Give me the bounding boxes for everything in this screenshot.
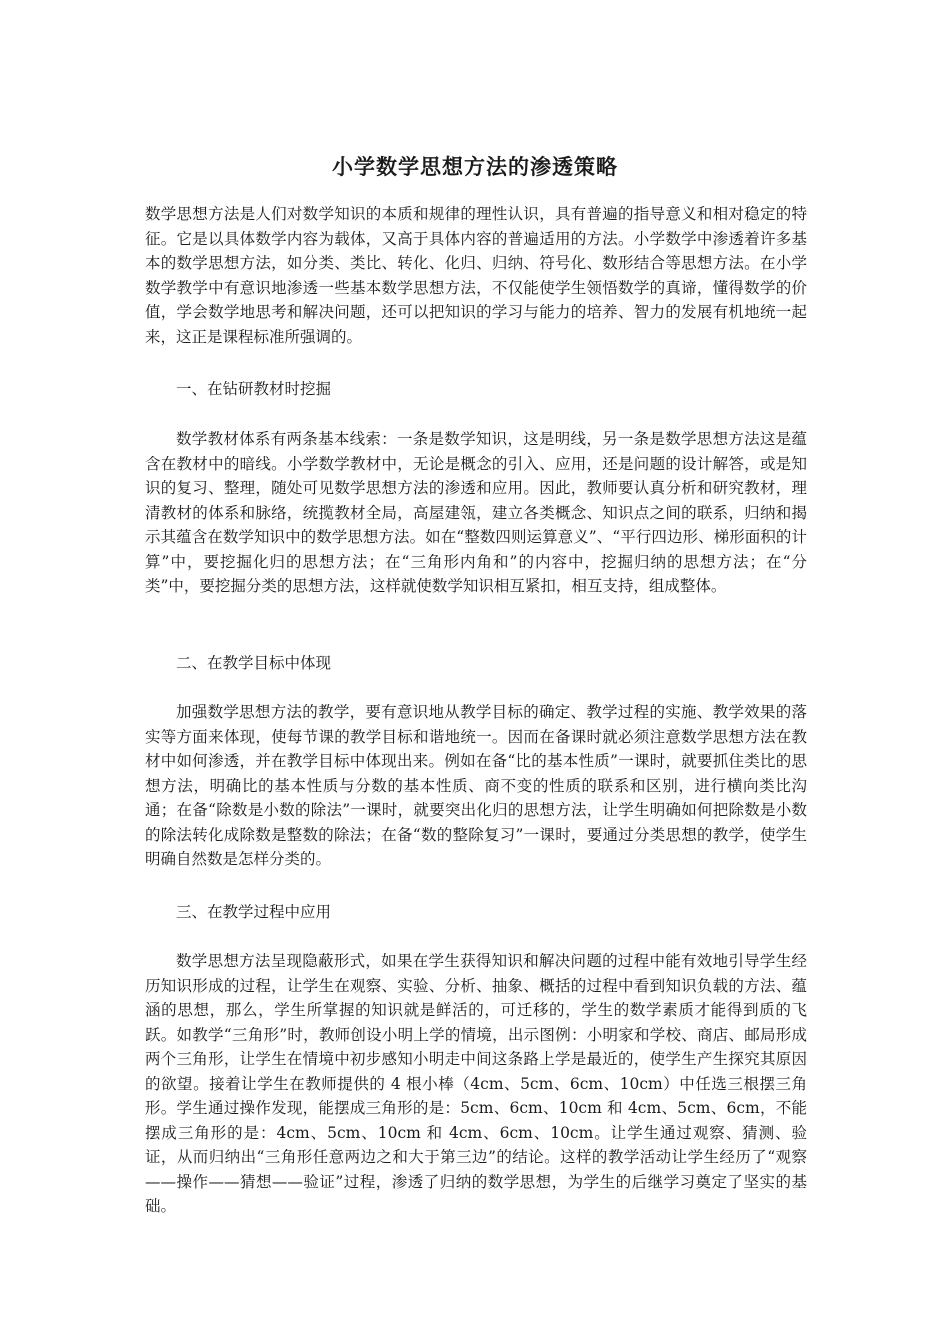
intro-paragraph: 数学思想方法是人们对数学知识的本质和规律的理性认识，具有普遍的指导意义和相对稳定的特征。它是以具体数学内容为载体，又高于具体内容的普遍适用的方法。小学数学中渗透着许多基本的数学思想方法，如分类、类比、转化、化归、归纳、符号化、数形结合等思想方法。在小学数学教学中有意识地渗透一些基本数学思想方法，不仅能使学生领悟数学的真谛，懂得数学的价值，学会数学地思考和解决问题，还可以把知识的学习与能力的培养、智力的发展有机地统一起来，这正是课程标准所强调的。 xyxy=(145,205,807,346)
section-heading-2: 二、在教学目标中体现 xyxy=(176,654,332,672)
document-title: 小学数学思想方法的渗透策略 xyxy=(332,154,618,180)
section-body-2: 加强数学思想方法的教学，要有意识地从教学目标的确定、教学过程的实施、教学效果的落实等方面来体现，使每节课的教学目标和谐地统一。因而在备课时就必须注意数学思想方法在教材中如何渗透，并在教学目标中体现出来。例如在备“比的基本性质”一课时，就要抓住类比的思想方法，明确比的基本性质与分数的基本性质、商不变的性质的联系和区别，进行横向类比沟通；在备“除数是小数的除法”一课时，就要突出化归的思想方法，让学生明确如何把除数是小数的除法转化成除数是整数的除法；在备“数的整除复习”一课时，要通过分类思想的教学，使学生明确自然数是怎样分类的。 xyxy=(145,703,807,868)
section-body-1: 数学教材体系有两条基本线索：一条是数学知识，这是明线，另一条是数学思想方法这是蕴含在教材中的暗线。小学数学教材中，无论是概念的引入、应用，还是问题的设计解答，或是知识的复习、整理，随处可见数学思想方法的渗透和应用。因此，教师要认真分析和研究教材，理清教材的体系和脉络，统揽教材全局，高屋建瓴，建立各类概念、知识点之间的联系，归纳和揭示其蕴含在数学知识中的数学思想方法。如在“整数四则运算意义”、“平行四边形、梯形面积的计算”中，要挖掘化归的思想方法；在“三角形内角和”的内容中，挖掘归纳的思想方法；在“分类”中，要挖掘分类的思想方法，这样就使数学知识相互紧扣，相互支持，组成整体。 xyxy=(145,430,807,595)
section-heading-1: 一、在钻研教材时挖掘 xyxy=(176,380,332,398)
section-heading-3: 三、在教学过程中应用 xyxy=(176,903,332,921)
section-body-3: 数学思想方法呈现隐蔽形式，如果在学生获得知识和解决问题的过程中能有效地引导学生经历知识形成的过程，让学生在观察、实验、分析、抽象、概括的过程中看到知识负载的方法、蕴涵的思想，那么，学生所掌握的知识就是鲜活的，可迁移的，学生的数学素质才能得到质的飞跃。如教学“三角形”时，教师创设小明上学的情境，出示图例：小明家和学校、商店、邮局形成两个三角形，让学生在情境中初步感知小明走中间这条路上学是最近的，使学生产生探究其原因的欲望。接着让学生在教师提供的 4 根小棒（4cm、5cm、6cm、10cm）中任选三根摆三角形。学生通过操作发现，能摆成三角形的是：5cm、6cm、10cm 和 4cm、5cm、6cm，不能摆成三角形的是：4cm、5cm、10cm 和 4cm、6cm、10cm。让学生通过观察、猜测、验证，从而归纳出“三角形任意两边之和大于第三边”的结论。这样的教学活动让学生经历了“观察——操作——猜想——验证”过程，渗透了归纳的数学思想，为学生的后继学习奠定了坚实的基础。 xyxy=(145,952,807,1215)
